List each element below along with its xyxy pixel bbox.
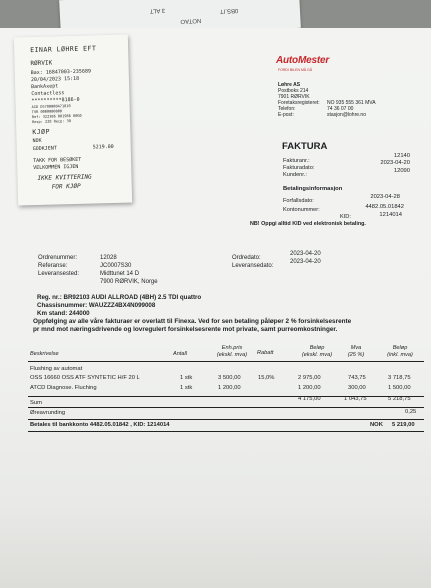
receipt-stamp-1: IKKE KVITTERING	[37, 173, 92, 182]
receipt-tvr: TVR 0000000000	[31, 109, 63, 115]
payment-heading: Betalingsinformasjon	[283, 186, 343, 192]
automester-logo: AutoMester	[276, 55, 330, 66]
row-2-qty: 1 stk	[180, 385, 193, 391]
invoice-date: 2023-04-20	[380, 160, 410, 166]
receipt-stamp-2: FOR KJØP	[51, 182, 81, 191]
invoice-number-label: Fakturanr.:	[283, 158, 310, 164]
sender-address: Postboks 214	[278, 88, 309, 94]
pay-total: 5 219,00	[392, 422, 415, 428]
email-label: E-post:	[278, 112, 294, 118]
row-1-vat: 743,75	[348, 375, 366, 381]
org-label: Foretaksregisteret:	[278, 100, 320, 106]
rounding-value: 0,25	[405, 409, 417, 415]
account-number: 4482.05.01842	[365, 204, 404, 210]
row-2-amount: 1 200,00	[298, 385, 321, 391]
delivery-label: Leveransested:	[38, 271, 80, 277]
vehicle-reg: Reg. nr.: BR92103 AUDI ALLROAD (4BH) 2.5 TDI quattro	[37, 294, 202, 301]
customer-number: 12090	[393, 168, 410, 174]
row-1-total: 3 718,75	[388, 375, 411, 381]
phone-label: Telefon:	[278, 106, 296, 112]
col-amount	[290, 345, 344, 358]
row-2-description: ATCD Diagnose. Fluching	[30, 385, 97, 391]
pay-currency: NOK	[370, 422, 383, 428]
vehicle-km: Km stand: 244000	[37, 310, 90, 317]
phone-value: 74 36 07 00	[327, 106, 354, 112]
kid-note: NB! Oppgi alltid KID ved elektronisk betaling.	[250, 221, 366, 227]
col-total	[376, 345, 424, 358]
receipt-thanks-2: VELKOMMEN IGJEN	[33, 163, 79, 172]
col-unit-price	[208, 345, 256, 358]
sender-name: Løhre AS	[278, 82, 301, 88]
delivery-line1: Midttunet 14 D	[100, 271, 140, 277]
receipt-aid: AID D5780000471010	[31, 104, 71, 110]
receipt-header: EINAR LØHRE EFT	[30, 44, 97, 55]
receipt-approved: GODKJENT	[32, 145, 57, 153]
row-1-amount: 2 975,00	[298, 375, 321, 381]
delivery-date: 2023-04-20	[290, 259, 321, 265]
invoice-number: 12140	[393, 153, 410, 159]
sender-block	[278, 82, 310, 100]
kid-number: 1214014	[379, 212, 402, 218]
receipt-resp: Resp: 228 Recp: 38	[31, 119, 72, 125]
receipt-currency: NOK	[32, 137, 42, 145]
delivery-line2: 7900 RØRVIK, Norge	[100, 279, 158, 285]
org-value: NO 935 555 361 MVA	[327, 100, 376, 106]
col-amount-label: Beløp	[309, 345, 325, 351]
col-unit-price-label: Enh.pris	[221, 345, 243, 351]
rounding-rule	[28, 407, 424, 408]
receipt-bank: BankAxept	[31, 83, 59, 91]
receipt-town: RØRVIK	[30, 59, 53, 68]
warning-line-1: Oppfølging av alle våre fakturaer er overlatt til Finexa. Ved for sen betaling påløper 2 % forsinkelsesrente	[33, 318, 352, 325]
pay-line: Betales til bankkonto 4482.05.01842 , KID: 1214014	[30, 422, 170, 428]
order-number-label: Ordrenummer:	[38, 255, 78, 261]
sum-label: Sum	[30, 400, 42, 406]
invoice-date-label: Fakturadato:	[283, 165, 315, 171]
line-group: Flushing av automat	[30, 366, 83, 372]
receipt-ref: Ref: 322386 001986 80G0	[31, 113, 82, 120]
col-description: Beskrivelse	[30, 351, 59, 357]
sender-contact-values	[327, 100, 376, 118]
email-value: stasjon@lohre.no	[327, 112, 366, 118]
col-vat-label: Mva	[350, 345, 362, 351]
reference-label: Referanse:	[38, 263, 68, 269]
vehicle-chassis: Chassisnummer: WAUZZZ4BX4N099008	[37, 302, 156, 309]
rounding-label: Øreavrunding	[30, 410, 66, 416]
col-total-label: Beløp	[392, 345, 408, 351]
col-total-sub: (inkl. mva)	[387, 351, 413, 358]
receipt-type: KJØP	[32, 127, 51, 137]
receipt-amount: 5219.00	[92, 143, 114, 151]
col-vat	[340, 345, 372, 358]
receipt-card: **********8186-0	[31, 96, 80, 105]
background-text-2: NOTAO	[180, 16, 202, 24]
row-1-unit-price: 3 500,00	[218, 375, 241, 381]
warning-line-2: pr mnd mot næringsdrivende og lovregulert forsinkelsesrente mot private, samt purreomkostninger.	[33, 326, 338, 333]
row-2-vat: 300,00	[348, 385, 366, 391]
customer-number-label: Kundenr.:	[283, 172, 307, 178]
receipt-datetime: 20/04/2023 15:18	[30, 75, 80, 84]
receipt-contactless: Contactless	[31, 90, 65, 98]
order-date-label: Ordredato:	[232, 255, 261, 261]
finexa-warning	[33, 318, 351, 334]
row-2-total: 1 500,00	[388, 385, 411, 391]
sum-total: 5 218,75	[388, 396, 411, 402]
total-rule	[28, 419, 424, 420]
account-label: Kontonummer:	[283, 207, 320, 213]
kid-label: KID:	[340, 214, 351, 220]
due-date-label: Forfallsdato:	[283, 198, 314, 204]
reference: JC0007S30	[100, 263, 132, 269]
col-qty: Antall	[173, 351, 187, 357]
background-text-1: 0BS.IT	[219, 6, 239, 14]
receipt-thanks-1: TAKK FOR BESØKET	[32, 156, 82, 165]
col-unit-price-sub: (ekskl. mva)	[216, 351, 248, 358]
row-2-unit-price: 1 200,00	[218, 385, 241, 391]
sender-contacts	[278, 100, 320, 118]
order-number: 12028	[100, 255, 117, 261]
row-1-description: OSS 16660 OSS ATF SYNTETIC H/F 20 L	[30, 375, 140, 381]
row-1-discount: 15,0%	[258, 375, 275, 381]
due-date: 2023-04-28	[370, 194, 400, 200]
receipt-box: Bax: 16847003-235689	[30, 68, 92, 77]
col-discount: Rabatt	[257, 350, 274, 356]
sender-postal: 7901 RØRVIK	[278, 94, 310, 100]
col-vat-sub: (25 %)	[347, 351, 365, 358]
background-text-3: 3 ALT	[149, 6, 166, 14]
logo-tagline: FORDI BILEN MÅ GÅ	[278, 68, 313, 72]
sum-amount: 4 175,00	[298, 396, 321, 402]
order-date: 2023-04-20	[290, 251, 321, 257]
bottom-rule	[28, 431, 424, 432]
sum-vat: 1 043,75	[344, 396, 367, 402]
delivery-date-label: Leveransedato:	[232, 263, 274, 269]
header-rule	[28, 361, 424, 362]
col-amount-sub: (ekskl. mva)	[301, 351, 333, 358]
invoice-title: FAKTURA	[282, 141, 328, 152]
terminal-receipt	[14, 35, 132, 206]
row-1-qty: 1 stk	[180, 375, 193, 381]
